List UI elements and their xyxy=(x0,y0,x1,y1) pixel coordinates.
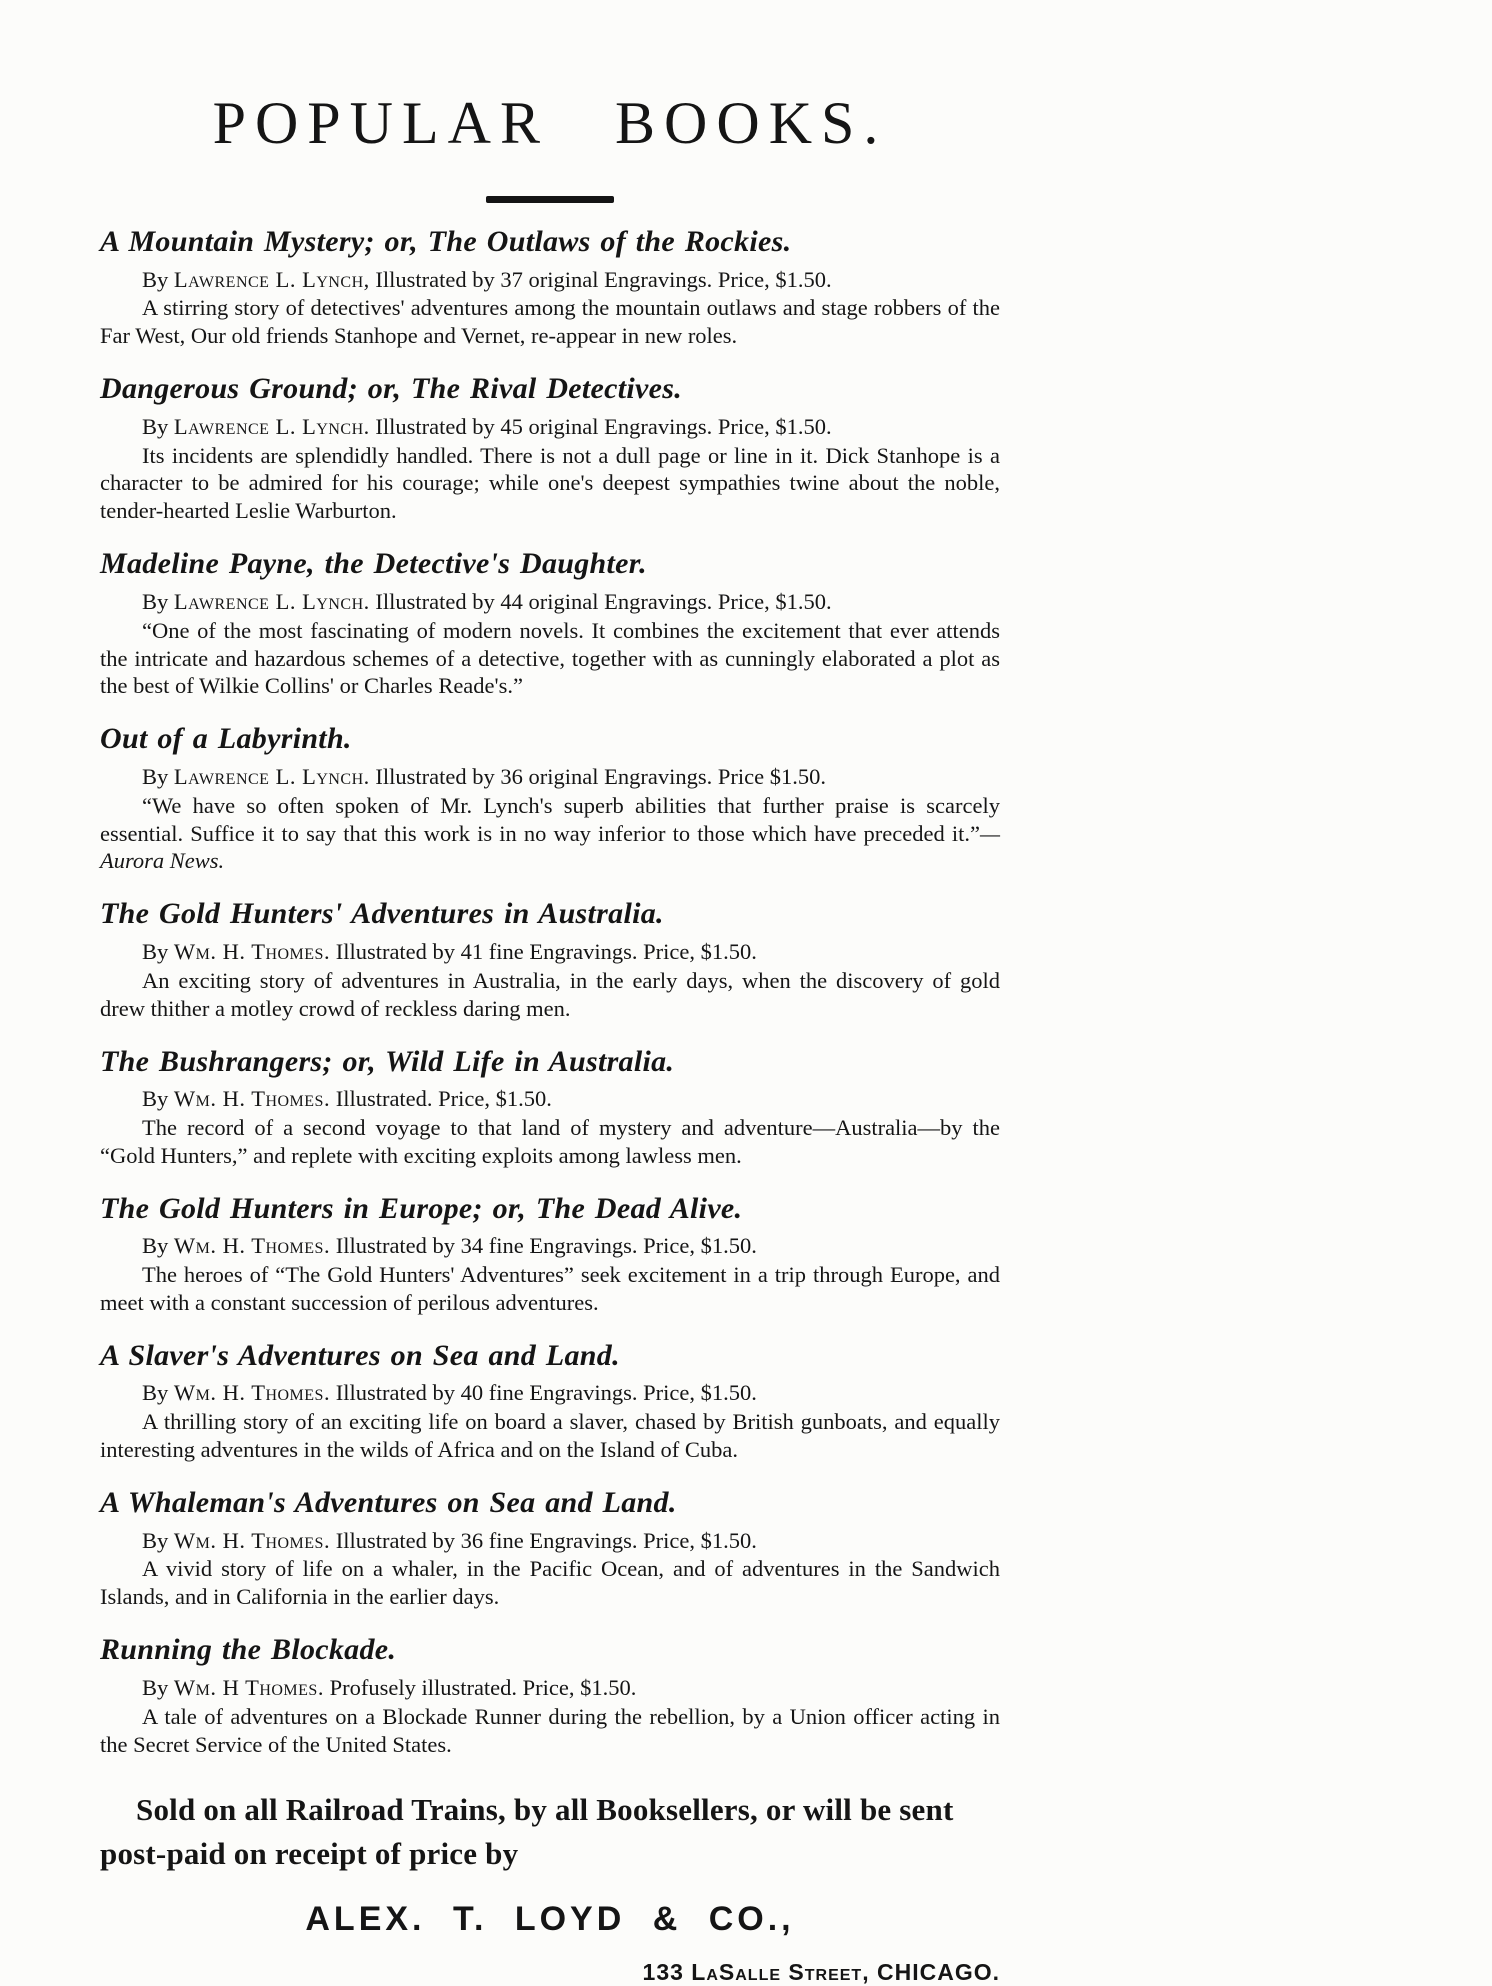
byline-details: Profusely illustrated. Price, $1.50. xyxy=(323,1674,637,1700)
book-description xyxy=(100,617,1000,701)
byline-details: Illustrated by 45 original Engravings. Price, $1.50. xyxy=(369,413,832,439)
footer-sold-note: Sold on all Railroad Trains, by all Booksellers, or will be sent post-paid on receipt of price by xyxy=(100,1792,954,1872)
book-title: A Mountain Mystery; or, The Outlaws of the Rockies. xyxy=(100,225,792,258)
book-description xyxy=(100,294,1000,350)
byline-author: Wm. H. Thomes. xyxy=(173,938,331,964)
byline-by: By xyxy=(142,1233,174,1259)
book-byline xyxy=(100,266,1000,294)
byline-details: Illustrated by 41 fine Engravings. Price, $1.50. xyxy=(330,938,757,964)
book-entry xyxy=(100,1633,1000,1758)
book-title: Madeline Payne, the Detective's Daughter. xyxy=(100,547,647,581)
book-byline xyxy=(100,588,1000,616)
book-description xyxy=(100,1408,1000,1464)
byline-details: Illustrated by 36 original Engravings. Price $1.50. xyxy=(369,763,826,789)
book-byline xyxy=(100,763,1000,791)
description-text: Its incidents are splendidly handled. There is not a dull page or line in it. Dick Stanhope is a character to be admired for his courage; while one's deepest sympathies twine about the noble, tender-hearted Leslie Warburton. xyxy=(100,442,1000,524)
book-title: Dangerous Ground; or, The Rival Detectives. xyxy=(100,372,683,406)
book-byline xyxy=(100,1379,1000,1407)
byline-by: By xyxy=(142,1527,174,1553)
book-title: A Slaver's Adventures on Sea and Land. xyxy=(100,1338,620,1372)
byline-author: Wm. H. Thomes. xyxy=(173,1086,331,1112)
byline-details: Illustrated by 36 fine Engravings. Price, $1.50. xyxy=(330,1527,757,1553)
byline-author: Lawrence L. Lynch, xyxy=(173,266,370,292)
book-title: Running the Blockade. xyxy=(100,1633,397,1667)
description-text: A tale of adventures on a Blockade Runner during the rebellion, by a Union officer acting in the Secret Service of the United States. xyxy=(100,1703,1000,1757)
book-title: A Whaleman's Adventures on Sea and Land. xyxy=(100,1486,677,1520)
byline-author: Wm. H. Thomes. xyxy=(173,1233,331,1259)
byline-by: By xyxy=(142,1380,174,1406)
book-entry xyxy=(100,1192,1000,1317)
byline-details: Illustrated by 34 fine Engravings. Price, $1.50. xyxy=(330,1233,757,1259)
book-byline xyxy=(100,413,1000,441)
book-byline xyxy=(100,938,1000,966)
byline-by: By xyxy=(142,763,174,789)
title-divider xyxy=(486,196,614,203)
byline-by: By xyxy=(142,1086,174,1112)
description-citation: —Aurora News. xyxy=(100,820,1000,874)
description-text: An exciting story of adventures in Australia, in the early days, when the discovery of gold drew thither a motley crowd of reckless daring men. xyxy=(100,967,1000,1021)
book-list xyxy=(100,225,1000,1758)
byline-details: Illustrated by 40 fine Engravings. Price, $1.50. xyxy=(330,1380,757,1406)
byline-author: Wm. H. Thomes. xyxy=(173,1380,331,1406)
book-byline xyxy=(100,1527,1000,1555)
book-entry xyxy=(100,1486,1000,1611)
byline-by: By xyxy=(142,413,174,439)
page-title: POPULAR BOOKS. xyxy=(212,90,888,156)
book-description xyxy=(100,967,1000,1023)
book-description xyxy=(100,1703,1000,1759)
description-text: A vivid story of life on a whaler, in the Pacific Ocean, and of adventures in the Sandwich Islands, and in California in the earlier days. xyxy=(100,1556,1000,1610)
byline-author: Lawrence L. Lynch. xyxy=(173,763,370,789)
byline-author: Wm. H. Thomes. xyxy=(173,1527,331,1553)
book-entry xyxy=(100,1339,1000,1464)
book-entry xyxy=(100,1045,1000,1170)
book-entry xyxy=(100,372,1000,525)
byline-author: Lawrence L. Lynch. xyxy=(173,588,370,614)
book-entry xyxy=(100,897,1000,1022)
book-entry xyxy=(100,547,1000,700)
book-entry xyxy=(100,722,1000,875)
description-text: The heroes of “The Gold Hunters' Adventures” seek excitement in a trip through Europe, and meet with a constant succession of perilous adventures. xyxy=(100,1262,1000,1315)
book-byline xyxy=(100,1085,1000,1113)
byline-author: Lawrence L. Lynch. xyxy=(173,413,370,439)
byline-by: By xyxy=(142,938,174,964)
book-entry xyxy=(100,225,1000,350)
byline-author: Wm. H Thomes. xyxy=(173,1674,324,1700)
byline-details: Illustrated by 44 original Engravings. Price, $1.50. xyxy=(369,588,832,614)
description-text: A stirring story of detectives' adventures among the mountain outlaws and stage robbers of the Far West, Our old friends Stanhope and Vernet, re-appear in new roles. xyxy=(100,295,1000,349)
description-text: A thrilling story of an exciting life on board a slaver, chased by British gunboats, and equally interesting adventures in the wilds of Africa and on the Island of Cuba. xyxy=(100,1409,1000,1463)
byline-details: Illustrated by 37 original Engravings. Price, $1.50. xyxy=(369,266,832,292)
book-title: The Gold Hunters in Europe; or, The Dead Alive. xyxy=(100,1191,743,1225)
book-description xyxy=(100,1261,1000,1317)
book-byline xyxy=(100,1674,1000,1702)
book-description xyxy=(100,442,1000,526)
byline-by: By xyxy=(142,588,174,614)
description-text: The record of a second voyage to that land of mystery and adventure—Australia—by the “Gold Hunters,” and replete with exciting exploits among lawless men. xyxy=(100,1114,1000,1168)
book-byline xyxy=(100,1232,1000,1260)
book-title: The Bushrangers; or, Wild Life in Australia. xyxy=(100,1044,675,1078)
book-description xyxy=(100,1555,1000,1611)
description-text: “We have so often spoken of Mr. Lynch's superb abilities that further praise is scarcely essential. Suffice it to say that this work is in no way inferior to those which have preceded it.” xyxy=(100,792,1000,846)
byline-by: By xyxy=(142,266,174,292)
book-title: The Gold Hunters' Adventures in Australia. xyxy=(100,897,664,931)
byline-by: By xyxy=(142,1674,174,1700)
book-description xyxy=(100,792,1000,876)
publisher-address: 133 LaSalle Street, CHICAGO. xyxy=(642,1959,1000,1986)
byline-details: Illustrated. Price, $1.50. xyxy=(330,1086,552,1112)
publisher-name: ALEX. T. LOYD & CO., xyxy=(305,1900,795,1939)
book-title: Out of a Labyrinth. xyxy=(100,722,352,756)
document-page xyxy=(100,0,1000,1986)
book-description xyxy=(100,1114,1000,1170)
description-text: “One of the most fascinating of modern novels. It combines the excitement that ever attends the intricate and hazardous schemes of a detective, together with as cunningly elaborated a plot as the best of Wilkie Collins' or Charles Reade's.” xyxy=(100,617,1000,699)
